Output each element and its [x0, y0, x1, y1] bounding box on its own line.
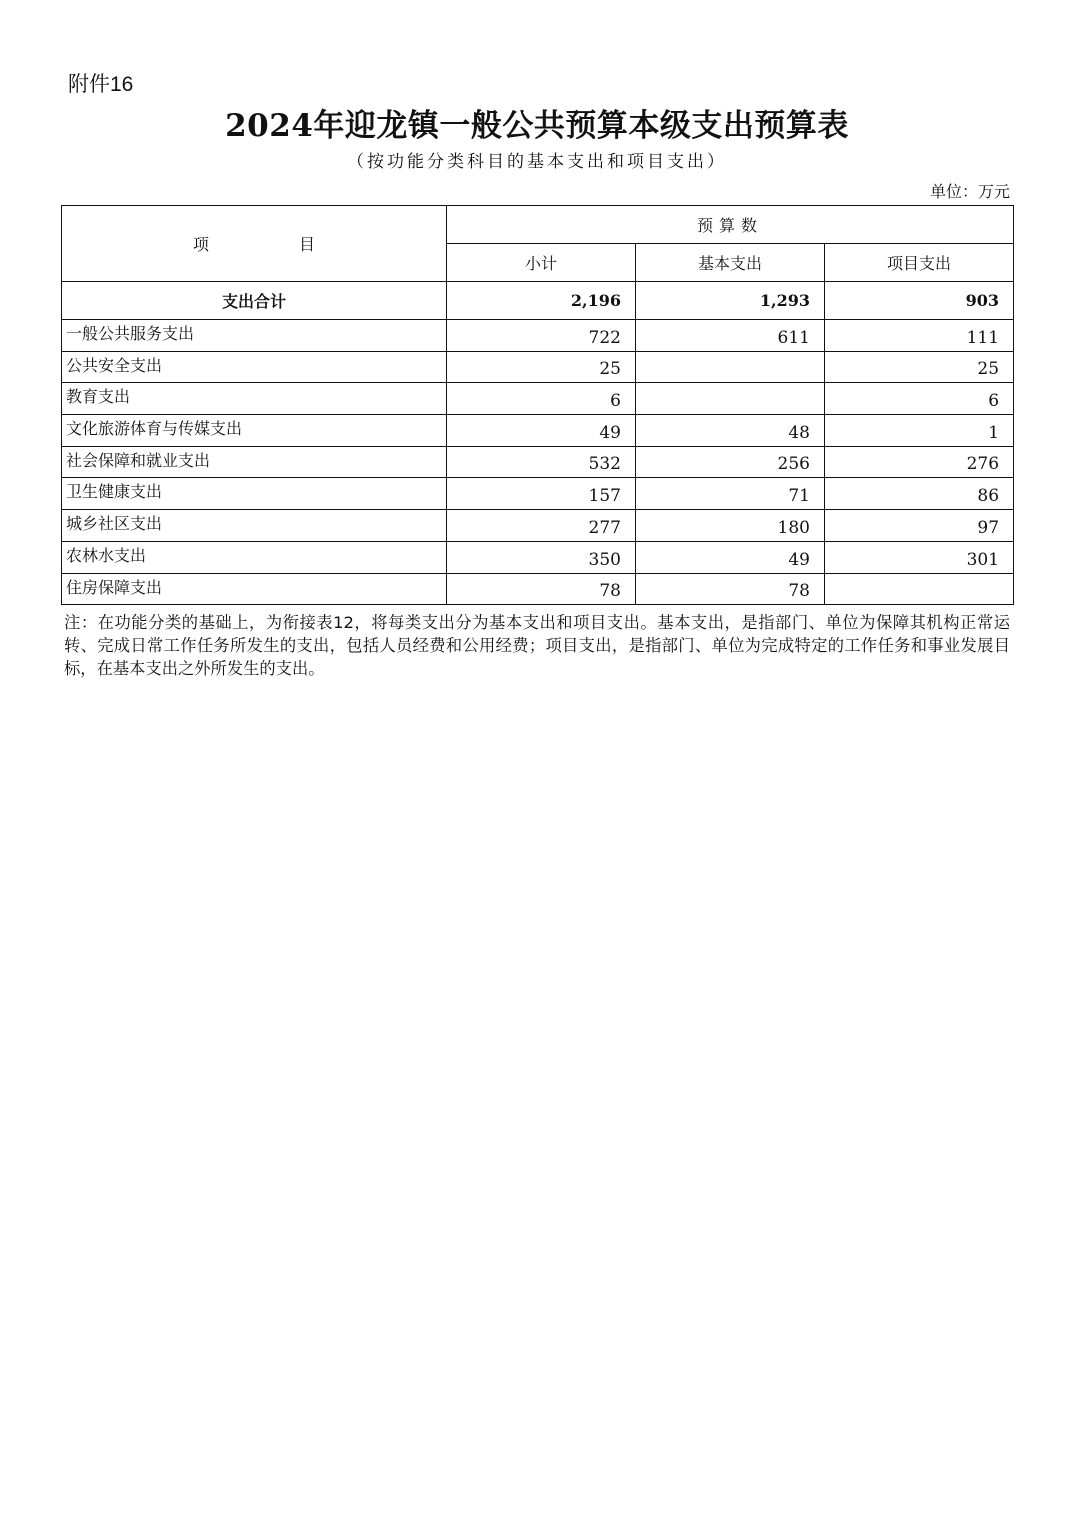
- row-subtotal: 157: [447, 478, 636, 510]
- row-subtotal: 277: [447, 510, 636, 542]
- row-basic: 49: [636, 541, 825, 573]
- column-header-item-text: 项: [192, 235, 209, 254]
- row-project: 25: [825, 351, 1014, 383]
- row-project: [825, 573, 1014, 605]
- total-project: 903: [825, 282, 1014, 320]
- row-basic: 180: [636, 510, 825, 542]
- column-header-item: [62, 206, 447, 282]
- row-project: 301: [825, 541, 1014, 573]
- row-basic: 256: [636, 446, 825, 478]
- row-project: 276: [825, 446, 1014, 478]
- column-header-budget: 预算数: [447, 206, 1014, 244]
- column-header-item-suffix: 目: [299, 235, 316, 254]
- total-basic: 1,293: [636, 282, 825, 320]
- row-basic: 78: [636, 573, 825, 605]
- page-title: 2024年迎龙镇一般公共预算本级支出预算表: [225, 108, 849, 144]
- row-label: 一般公共服务支出: [62, 320, 447, 352]
- row-label: 教育支出: [62, 383, 447, 415]
- budget-table: [61, 205, 1014, 605]
- row-project: 97: [825, 510, 1014, 542]
- total-label: 支出合计: [62, 282, 447, 320]
- row-label: 社会保障和就业支出: [62, 446, 447, 478]
- table-row: [62, 541, 1014, 573]
- page-subtitle: （按功能分类科目的基本支出和项目支出）: [347, 152, 727, 172]
- row-project: 6: [825, 383, 1014, 415]
- row-label: 公共安全支出: [62, 351, 447, 383]
- row-subtotal: 532: [447, 446, 636, 478]
- table-row: [62, 446, 1014, 478]
- table-row: [62, 510, 1014, 542]
- row-basic: 48: [636, 415, 825, 447]
- column-header-project: 项目支出: [825, 244, 1014, 282]
- row-project: 86: [825, 478, 1014, 510]
- row-subtotal: 350: [447, 541, 636, 573]
- table-row: [62, 351, 1014, 383]
- row-label: 城乡社区支出: [62, 510, 447, 542]
- column-header-basic: 基本支出: [636, 244, 825, 282]
- row-basic: 71: [636, 478, 825, 510]
- header-row-1: [62, 206, 1014, 244]
- row-subtotal: 722: [447, 320, 636, 352]
- row-subtotal: 49: [447, 415, 636, 447]
- table-row: [62, 573, 1014, 605]
- row-label: 卫生健康支出: [62, 478, 447, 510]
- column-header-subtotal: 小计: [447, 244, 636, 282]
- row-subtotal: 25: [447, 351, 636, 383]
- table-row: [62, 320, 1014, 352]
- table-row: [62, 478, 1014, 510]
- table-row: [62, 383, 1014, 415]
- row-label: 文化旅游体育与传媒支出: [62, 415, 447, 447]
- attachment-label: 附件16: [68, 73, 134, 96]
- unit-label: 单位：万元: [929, 182, 1010, 201]
- row-subtotal: 6: [447, 383, 636, 415]
- row-project: 1: [825, 415, 1014, 447]
- row-label: 农林水支出: [62, 541, 447, 573]
- row-subtotal: 78: [447, 573, 636, 605]
- row-basic: [636, 383, 825, 415]
- total-subtotal: 2,196: [447, 282, 636, 320]
- row-basic: 611: [636, 320, 825, 352]
- row-project: 111: [825, 320, 1014, 352]
- row-basic: [636, 351, 825, 383]
- table-row: [62, 415, 1014, 447]
- row-label: 住房保障支出: [62, 573, 447, 605]
- footnote: 注：在功能分类的基础上，为衔接表12，将每类支出分为基本支出和项目支出。基本支出，是指部门、单位为保障其机构正常运转、完成日常工作任务所发生的支出，包括人员经费和公用经费；项目支出，是指部门、单位为完成特定的工作任务和事业发展目标，在基本支出之外所发生的支出。: [64, 613, 1010, 678]
- total-row: [62, 282, 1014, 320]
